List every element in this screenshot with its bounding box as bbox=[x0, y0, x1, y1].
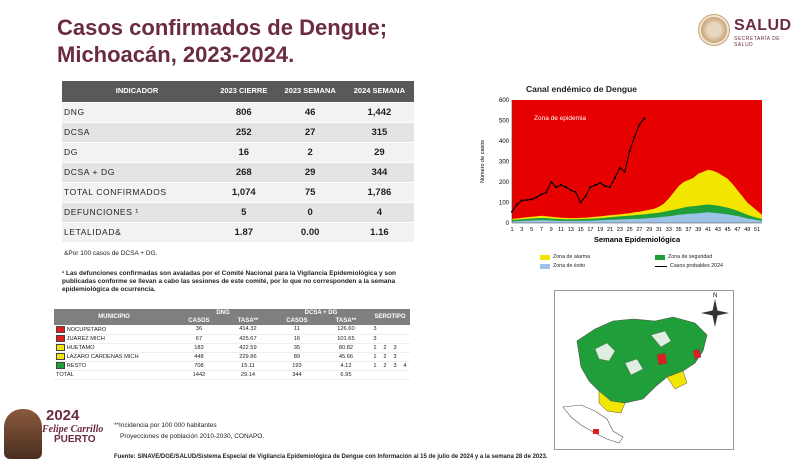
legend-label: Zona de éxito bbox=[553, 263, 586, 269]
brand-year: 2024 bbox=[46, 407, 80, 424]
serotipo-cell: 3 bbox=[370, 325, 380, 334]
indicator-value: 4 bbox=[345, 202, 414, 222]
legend-swatch bbox=[540, 264, 550, 269]
casos-point bbox=[540, 193, 542, 195]
casos-point bbox=[580, 201, 582, 203]
header-casos-dng: CASOS bbox=[174, 317, 224, 325]
legend-swatch bbox=[540, 255, 550, 260]
serotipo-cell bbox=[390, 325, 400, 334]
indicator-row bbox=[62, 182, 414, 202]
x-tick-label: 3 bbox=[520, 227, 524, 233]
header-dng: DNG bbox=[174, 309, 272, 317]
municipio-row bbox=[54, 334, 410, 343]
serotipo-cell bbox=[390, 370, 400, 379]
municipio-t2: 80.82 bbox=[322, 343, 370, 352]
indicator-table bbox=[62, 81, 414, 242]
serotipo-cell bbox=[380, 370, 390, 379]
indicator-row bbox=[62, 202, 414, 222]
x-tick-label: 51 bbox=[754, 227, 761, 233]
municipio-name: HUETAMO bbox=[66, 345, 95, 351]
municipio-t1: 425.67 bbox=[224, 334, 272, 343]
legend-swatch bbox=[655, 255, 665, 260]
header-serotipo: SEROTIPO bbox=[370, 309, 410, 325]
serotipo-cell: 2 bbox=[380, 343, 390, 352]
casos-point bbox=[599, 182, 601, 184]
compass-icon bbox=[701, 293, 729, 327]
legend-casos bbox=[655, 263, 723, 269]
x-tick-label: 13 bbox=[567, 227, 574, 233]
serotipo-cell: 3 bbox=[390, 352, 400, 361]
y-tick-label: 600 bbox=[498, 98, 509, 104]
logo-salud-text: SALUD bbox=[734, 17, 792, 34]
brand-name-1: Felipe Carrillo bbox=[42, 424, 104, 435]
serotipo-cell: 2 bbox=[380, 361, 390, 370]
indicator-label: DG bbox=[62, 142, 212, 162]
legend-alarma bbox=[540, 254, 590, 260]
casos-point bbox=[594, 184, 596, 186]
x-tick-label: 27 bbox=[636, 227, 643, 233]
indicator-row bbox=[62, 122, 414, 142]
brand-name-2: PUERTO bbox=[54, 434, 96, 445]
legend-exito bbox=[540, 263, 585, 269]
serotipo-cell bbox=[380, 325, 390, 334]
municipio-cell bbox=[54, 352, 174, 361]
serotipo-cell: 1 bbox=[370, 361, 380, 370]
x-tick-label: 7 bbox=[539, 227, 543, 233]
logo-secretaria-text: SECRETARÍA DE SALUD bbox=[734, 36, 781, 48]
x-tick-label: 15 bbox=[577, 227, 584, 233]
casos-point bbox=[560, 184, 562, 186]
casos-point bbox=[589, 186, 591, 188]
legend-label: Zona de seguridad bbox=[668, 254, 713, 260]
indicator-value: 0.00 bbox=[276, 222, 345, 242]
indicator-value: 2 bbox=[276, 142, 345, 162]
serotipo-cell bbox=[400, 370, 410, 379]
municipio-c1: 36 bbox=[174, 325, 224, 334]
serotipo-cell: 3 bbox=[390, 361, 400, 370]
serotipo-cell bbox=[400, 343, 410, 352]
header-2023-cierre: 2023 CIERRE bbox=[212, 81, 276, 102]
legend-line bbox=[655, 266, 667, 267]
endemic-channel-chart bbox=[470, 80, 775, 275]
indicator-value: 5 bbox=[212, 202, 276, 222]
x-tick-label: 45 bbox=[724, 227, 731, 233]
municipio-c1: 67 bbox=[174, 334, 224, 343]
x-tick-label: 23 bbox=[616, 227, 623, 233]
serotipo-cell: 4 bbox=[400, 361, 410, 370]
indicator-label: DCSA bbox=[62, 122, 212, 142]
casos-point bbox=[643, 117, 645, 119]
indicator-value: 1,786 bbox=[345, 182, 414, 202]
x-tick-label: 29 bbox=[646, 227, 653, 233]
serotipo-cell: 1 bbox=[370, 352, 380, 361]
casos-point bbox=[516, 203, 518, 205]
casos-point bbox=[614, 177, 616, 179]
casos-point bbox=[575, 191, 577, 193]
y-tick-label: 400 bbox=[498, 139, 509, 145]
indicator-value: 268 bbox=[212, 162, 276, 182]
municipio-c2: 35 bbox=[272, 343, 322, 352]
municipio-c1: 183 bbox=[174, 343, 224, 352]
municipio-t2: 4.12 bbox=[322, 361, 370, 370]
indicator-value: 315 bbox=[345, 122, 414, 142]
title-line-1: Casos confirmados de Dengue; bbox=[57, 15, 388, 40]
casos-point bbox=[584, 195, 586, 197]
header-2023-semana: 2023 SEMANA bbox=[276, 81, 345, 102]
risk-color-square bbox=[56, 326, 65, 333]
municipio-c1: 708 bbox=[174, 361, 224, 370]
x-tick-label: 35 bbox=[675, 227, 682, 233]
municipio-name: JUAREZ MICH bbox=[66, 336, 105, 342]
x-tick-label: 19 bbox=[597, 227, 604, 233]
indicator-row bbox=[62, 142, 414, 162]
casos-point bbox=[545, 191, 547, 193]
risk-color-square bbox=[56, 335, 65, 342]
x-tick-label: 9 bbox=[549, 227, 553, 233]
national-seal-icon bbox=[698, 14, 730, 46]
indicator-row bbox=[62, 162, 414, 182]
casos-point bbox=[609, 186, 611, 188]
header-indicador: INDICADOR bbox=[62, 81, 212, 102]
municipio-t2: 6.95 bbox=[322, 370, 370, 379]
indicator-value: 1,442 bbox=[345, 102, 414, 122]
municipio-row bbox=[54, 352, 410, 361]
casos-point bbox=[624, 171, 626, 173]
indicator-value: 16 bbox=[212, 142, 276, 162]
mun-header-row-1 bbox=[54, 309, 410, 317]
casos-point bbox=[638, 124, 640, 126]
x-tick-label: 31 bbox=[655, 227, 663, 233]
indicator-header-row bbox=[62, 81, 414, 102]
municipio-t1: 414.32 bbox=[224, 325, 272, 334]
x-tick-label: 17 bbox=[587, 227, 594, 233]
x-tick-label: 11 bbox=[558, 227, 564, 233]
serotipo-cell bbox=[380, 334, 390, 343]
municipio-t1: 229.86 bbox=[224, 352, 272, 361]
y-tick-label: 200 bbox=[498, 180, 509, 186]
x-tick-label: 49 bbox=[744, 227, 751, 233]
indicator-value: 252 bbox=[212, 122, 276, 142]
municipio-c1: 1442 bbox=[174, 370, 224, 379]
casos-point bbox=[535, 196, 537, 198]
incidencia-note: **Incidencia por 100 000 habitantes bbox=[114, 422, 217, 429]
serotipo-cell: 1 bbox=[370, 343, 380, 352]
casos-point bbox=[565, 186, 567, 188]
municipio-t1: 422.59 bbox=[224, 343, 272, 352]
indicator-label: DCSA + DG bbox=[62, 162, 212, 182]
indicator-label: LETALIDAD& bbox=[62, 222, 212, 242]
x-tick-label: 39 bbox=[695, 227, 702, 233]
indicator-row bbox=[62, 222, 414, 242]
header-dcsa-dg: DCSA + DG bbox=[272, 309, 370, 317]
felipe-carrillo-puerto-logo bbox=[0, 403, 112, 465]
municipio-c2: 11 bbox=[272, 325, 322, 334]
municipio-c2: 344 bbox=[272, 370, 322, 379]
municipio-c2: 193 bbox=[272, 361, 322, 370]
y-axis-label: Número de casos bbox=[480, 139, 486, 184]
indicator-value: 806 bbox=[212, 102, 276, 122]
letalidad-note: &Por 100 casos de DCSA + DG. bbox=[64, 250, 158, 257]
chart-title: Canal endémico de Dengue bbox=[526, 84, 637, 94]
x-tick-label: 37 bbox=[685, 227, 692, 233]
defunciones-note: ¹ Las defunciones confirmadas son avaladas por el Comité Nacional para la Vigilancia Epidemiológica y son publicadas conforme se llevan a cabo las sesiones de este comité, por lo que no corresponden a la semana epidemiológica de ocurrencia. bbox=[62, 270, 397, 293]
serotipo-cell bbox=[390, 334, 400, 343]
serotipo-cell bbox=[400, 334, 410, 343]
zona-epidemia-label: Zona de epidemia bbox=[534, 115, 587, 122]
serotipo-cell: 2 bbox=[380, 352, 390, 361]
title-line-2: Michoacán, 2023-2024. bbox=[57, 42, 295, 67]
svg-text:N: N bbox=[713, 293, 718, 299]
indicator-value: 29 bbox=[345, 142, 414, 162]
serotipo-cell bbox=[400, 325, 410, 334]
serotipo-cell: 3 bbox=[370, 334, 380, 343]
portrait-image bbox=[4, 409, 42, 459]
indicator-value: 29 bbox=[276, 162, 345, 182]
serotipo-cell bbox=[370, 370, 380, 379]
casos-point bbox=[531, 198, 533, 200]
indicator-value: 46 bbox=[276, 102, 345, 122]
y-tick-label: 300 bbox=[498, 159, 509, 166]
municipio-name: TOTAL bbox=[56, 371, 74, 378]
header-tasa-dcsa: TASA** bbox=[322, 317, 370, 325]
indicator-value: 1.16 bbox=[345, 222, 414, 242]
salud-logo bbox=[698, 14, 798, 50]
x-tick-label: 43 bbox=[714, 227, 721, 233]
indicator-label: TOTAL CONFIRMADOS bbox=[62, 182, 212, 202]
x-tick-label: 21 bbox=[606, 227, 614, 233]
x-tick-label: 33 bbox=[665, 227, 672, 233]
legend-seguridad bbox=[655, 254, 712, 260]
y-tick-label: 500 bbox=[498, 118, 509, 125]
serotipo-cell: 3 bbox=[390, 343, 400, 352]
casos-point bbox=[604, 185, 606, 187]
casos-point bbox=[526, 199, 528, 201]
x-tick-label: 25 bbox=[626, 227, 633, 233]
map-svg bbox=[555, 291, 733, 449]
casos-point bbox=[619, 167, 621, 169]
municipio-name: LAZARO CARDENAS MICH bbox=[66, 354, 139, 360]
y-tick-label: 100 bbox=[498, 200, 509, 207]
header-2024-semana: 2024 SEMANA bbox=[345, 81, 414, 102]
municipio-row bbox=[54, 325, 410, 334]
serotipo-cell bbox=[400, 352, 410, 361]
municipio-t1: 15.11 bbox=[224, 361, 272, 370]
municipio-cell bbox=[54, 370, 174, 379]
casos-point bbox=[570, 189, 572, 191]
header-casos-dcsa: CASOS bbox=[272, 317, 322, 325]
chart-svg bbox=[470, 80, 775, 275]
municipio-row bbox=[54, 343, 410, 352]
casos-point bbox=[521, 199, 523, 201]
indicator-value: 1,074 bbox=[212, 182, 276, 202]
indicator-value: 0 bbox=[276, 202, 345, 222]
indicator-row bbox=[62, 102, 414, 122]
indicator-value: 75 bbox=[276, 182, 345, 202]
x-tick-label: 47 bbox=[734, 227, 741, 233]
page-title bbox=[57, 14, 387, 68]
municipio-c2: 89 bbox=[272, 352, 322, 361]
municipio-t2: 126.60 bbox=[322, 325, 370, 334]
municipio-c1: 448 bbox=[174, 352, 224, 361]
municipio-cell bbox=[54, 334, 174, 343]
michoacan-map bbox=[554, 290, 734, 450]
header-tasa-dng: TASA** bbox=[224, 317, 272, 325]
municipio-t2: 101.65 bbox=[322, 334, 370, 343]
legend-label: Casos probables 2024 bbox=[670, 263, 724, 269]
x-axis-label: Semana Epidemiológica bbox=[593, 235, 681, 244]
municipio-c2: 16 bbox=[272, 334, 322, 343]
map-region-nocupetaro bbox=[657, 353, 667, 365]
x-tick-label: 41 bbox=[705, 227, 712, 233]
municipio-name: NOCUPETARO bbox=[66, 326, 107, 333]
municipio-t1: 29.14 bbox=[224, 370, 272, 379]
indicator-label: DNG bbox=[62, 102, 212, 122]
casos-point bbox=[633, 136, 635, 138]
risk-color-square bbox=[56, 362, 65, 369]
municipio-t2: 45.66 bbox=[322, 352, 370, 361]
risk-color-square bbox=[56, 353, 65, 360]
x-tick-label: 5 bbox=[530, 227, 534, 233]
indicator-value: 27 bbox=[276, 122, 345, 142]
municipio-row bbox=[54, 361, 410, 370]
municipio-cell bbox=[54, 343, 174, 352]
x-tick-label: 1 bbox=[510, 227, 514, 233]
municipio-name: RESTO bbox=[66, 363, 87, 369]
legend-label: Zona de alarma bbox=[553, 254, 591, 260]
risk-color-square bbox=[56, 344, 65, 351]
indicator-value: 344 bbox=[345, 162, 414, 182]
casos-point bbox=[629, 150, 631, 152]
header-municipio: MUNICIPIO bbox=[54, 309, 174, 325]
casos-point bbox=[550, 181, 552, 183]
municipio-row bbox=[54, 370, 410, 379]
map-region-resto bbox=[577, 317, 707, 403]
y-tick-label: 0 bbox=[505, 221, 509, 227]
casos-point bbox=[555, 186, 557, 188]
proyecciones-note: Proyecciones de población 2010-2030, CONAPO. bbox=[120, 433, 265, 440]
municipio-cell bbox=[54, 361, 174, 370]
municipio-cell bbox=[54, 325, 174, 334]
source-footer: Fuente: SINAVE/DGE/SALUD/Sistema Especial de Vigilancia Epidemiológica de Dengue con Información al 15 de julio de 2024 y a la semana 28 de 2023. bbox=[114, 454, 548, 460]
municipios-table bbox=[54, 309, 410, 380]
indicator-value: 1.87 bbox=[212, 222, 276, 242]
indicator-label: DEFUNCIONES ¹ bbox=[62, 202, 212, 222]
